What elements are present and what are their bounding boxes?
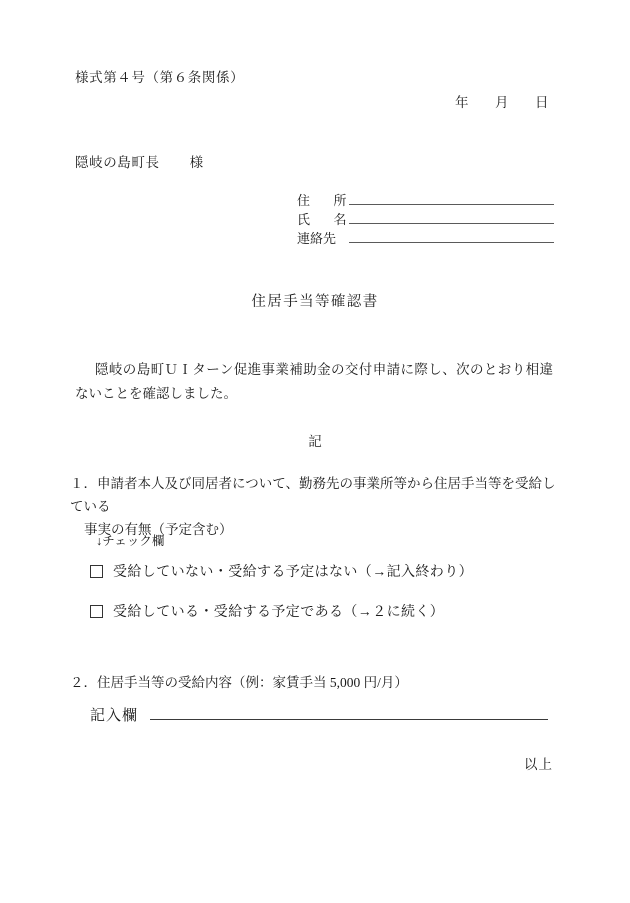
field-label-address: 住 所 (297, 193, 347, 208)
field-input-contact[interactable] (349, 229, 554, 243)
field-row-address (297, 190, 554, 209)
entry-field-input[interactable] (150, 703, 548, 720)
field-row-contact (297, 228, 554, 247)
addressee-honorific: 様 (189, 155, 204, 170)
applicant-field-block (297, 190, 554, 247)
field-input-address[interactable] (349, 191, 554, 205)
ki-marker: 記 (308, 434, 322, 449)
item-1-number: １． (70, 476, 97, 491)
checkbox-option-2-label: 受給している・受給する予定である（→２に続く） (113, 605, 445, 620)
body-paragraph: 隠岐の島町ＵＩターン促進事業補助金の交付申請に際し、次のとおり相違ないことを確認しました。 (75, 362, 553, 401)
checkbox-option-1-label: 受給していない・受給する予定はない（→記入終わり） (113, 565, 473, 580)
item-1-line2: 事実の有無（予定含む） (84, 522, 233, 537)
item-2-number: ２． (70, 675, 97, 690)
item-2 (70, 671, 408, 691)
item-2-line1: 住居手当等の受給内容（例：家賃手当 5,000 円/月） (97, 675, 408, 690)
document-title: 住居手当等確認書 (251, 294, 379, 310)
field-input-name[interactable] (349, 210, 554, 224)
checkbox-option-2[interactable] (90, 601, 444, 621)
checkbox-icon[interactable] (90, 565, 103, 578)
addressee-name: 隠岐の島町長 (75, 155, 160, 170)
checkbox-icon[interactable] (90, 605, 103, 618)
field-label-name: 氏 名 (297, 212, 347, 227)
date-year-label: 年 (455, 95, 469, 110)
field-label-contact: 連絡先 (297, 231, 337, 246)
field-row-name (297, 209, 554, 228)
item-1-line1: 申請者本人及び同居者について、勤務先の事業所等から住居手当等を受給している (70, 476, 556, 514)
entry-field-label: 記入欄 (90, 708, 139, 724)
check-column-hint: ↓チェック欄 (96, 534, 165, 548)
date-month-label: 月 (495, 95, 509, 110)
date-day-label: 日 (535, 95, 549, 110)
entry-field-row (90, 703, 548, 725)
checkbox-option-1[interactable] (90, 561, 473, 581)
date-line (455, 91, 549, 111)
form-number: 様式第４号（第６条関係） (75, 70, 245, 85)
addressee-line (75, 151, 204, 171)
closing-text: 以上 (524, 757, 553, 772)
